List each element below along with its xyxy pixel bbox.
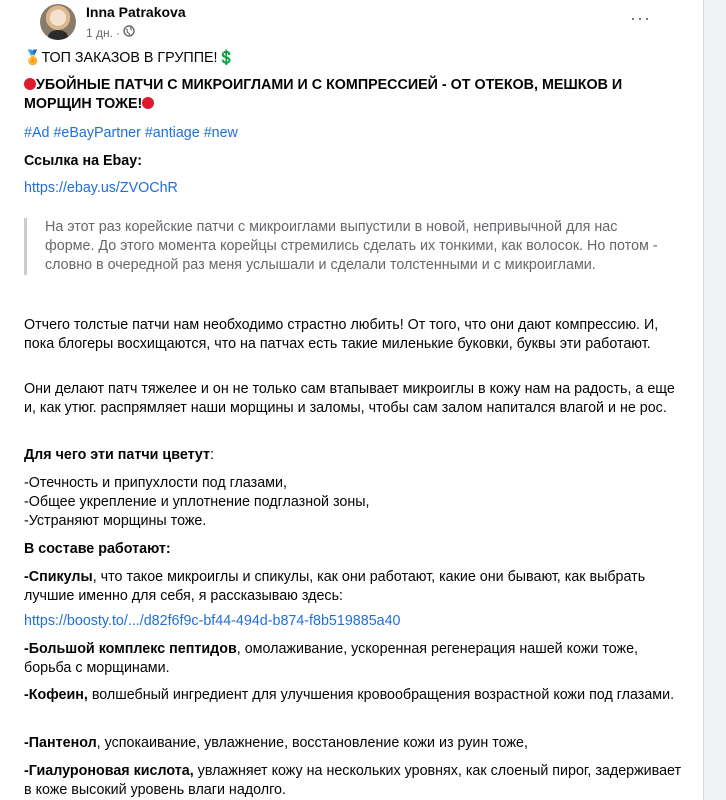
panthenol-bold: -Пантенол [24, 735, 97, 751]
meta-separator: · [115, 25, 120, 40]
why-heading [24, 446, 684, 465]
headline [24, 76, 644, 114]
spikes-bold: -Спикулы [24, 569, 93, 585]
ebay-label: Ссылка на Ebay: [24, 153, 142, 169]
boosty-link[interactable]: https://boosty.to/.../d82f6f9c-bf44-494d-b874-f8b519885a40 [24, 613, 401, 629]
top-orders-text: ТОП ЗАКАЗОВ В ГРУППЕ! [41, 50, 218, 66]
hashtag-new[interactable]: #new [203, 125, 238, 141]
hyaluronic-paragraph [24, 762, 684, 800]
hashtag-antiage[interactable]: #antiage [144, 125, 200, 141]
hyaluronic-bold: -Гиалуроновая кислота, [24, 763, 194, 779]
scrollbar[interactable] [712, 0, 726, 800]
peptides-bold: -Большой комплекс пептидов [24, 641, 237, 657]
globe-icon [123, 25, 135, 40]
dollar-icon: 💲 [217, 49, 235, 65]
post-time[interactable]: 1 дн. [86, 25, 113, 40]
more-options-icon[interactable]: ··· [630, 8, 651, 28]
quote-block: На этот раз корейские патчи с микроиглами выпустили в новой, непривычной для нас форме. До этого момента корейцы стремились сделать их тонкими, как волосок. Но потом - словно в очередной раз меня услышали и сделали толстенными и с микроиглами. [24, 218, 664, 275]
medal-icon: 🏅 [24, 49, 42, 65]
paragraph-compression: Отчего толстые патчи нам необходимо страстно любить! От того, что они дают компрессию. И, пока блогеры восхищаются, что на патчах есть такие миленькие буковки, буквы эти работают. [24, 317, 659, 352]
hashtag-ebaypartner[interactable]: #eBayPartner [53, 125, 141, 141]
spikes-paragraph [24, 568, 684, 606]
hashtag-ad[interactable]: #Ad [24, 125, 50, 141]
caffeine-text: волшебный ингредиент для улучшения кровообращения возрастной кожи под глазами. [87, 687, 675, 703]
caffeine-paragraph [24, 686, 684, 705]
why-item-1: -Отечность и припухлости под глазами, [24, 475, 287, 491]
caffeine-bold: -Кофеин, [24, 687, 88, 703]
post-header [0, 0, 703, 46]
composition-heading: В составе работают: [24, 541, 171, 557]
why-item-3: -Устраняют морщины тоже. [24, 513, 207, 529]
author-name[interactable]: Inna Patrakova [86, 4, 186, 20]
hyaluronic-text: увлажняет кожу на нескольких уровнях, как слоеный пирог, задерживает в коже высокий уровень влаги надолго. [24, 763, 682, 798]
spikes-text: , что такое микроиглы и спикулы, как они работают, какие они бывают, как выбрать лучшие именно для себя, я рассказываю здесь: [24, 569, 646, 604]
paragraph-iron: Они делают патч тяжелее и он не только сам втапывает микроиглы в кожу нам на радость, а еще и, как утюг. распрямляет наши морщины и заломы, чтобы сам залом напитался влагой и не рос. [24, 381, 675, 416]
panthenol-paragraph [24, 734, 684, 753]
headline-text: УБОЙНЫЕ ПАТЧИ С МИКРОИГЛАМИ И С КОМПРЕССИЕЙ - ОТ ОТЕКОВ, МЕШКОВ И МОРЩИН ТОЖЕ! [24, 77, 623, 112]
post-meta [86, 25, 135, 40]
panthenol-text: , успокаивание, увлажнение, восстановление кожи из руин тоже, [96, 735, 528, 751]
why-heading-text: Для чего эти патчи цветут [24, 447, 211, 463]
peptides-text: , омолаживание, ускоренная регенерация нашей кожи тоже, борьба с морщинами. [24, 641, 639, 676]
red-circle-icon [142, 97, 154, 109]
ebay-link[interactable]: https://ebay.us/ZVOChR [24, 180, 178, 196]
why-item-2: -Общее укрепление и уплотнение подглазной зоны, [24, 494, 370, 510]
top-orders-line [24, 48, 684, 68]
hashtags [24, 124, 684, 143]
peptides-paragraph [24, 640, 684, 678]
avatar[interactable] [40, 4, 76, 40]
red-circle-icon [24, 78, 36, 90]
why-heading-colon: : [210, 447, 215, 463]
